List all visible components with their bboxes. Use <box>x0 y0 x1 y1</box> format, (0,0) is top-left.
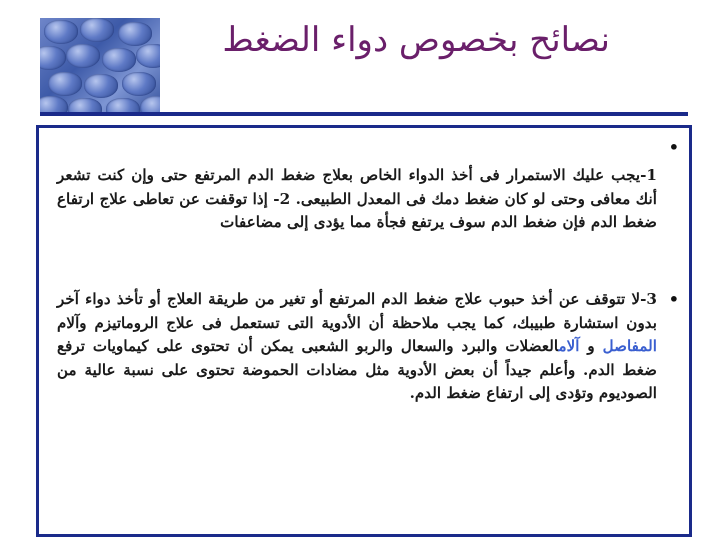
para2-highlight-pains: آلام <box>558 337 580 355</box>
para2-highlight-joints: المفاصل <box>602 337 657 355</box>
bullet-1: • <box>668 138 679 157</box>
pills-image <box>40 18 160 113</box>
page-title: نصائح بخصوص دواء الضغط <box>222 20 610 60</box>
para2-and: و <box>579 337 603 355</box>
para2-text-b: العضلات والبرد والسعال والربو الشعبى يمكن أن تحتوى على كيماويات ترفع ضغط الدم. وأعلم جيداً أن بعض الأدوية مثل مضادات الحموضة تحتوى على نسبة عالية من الصوديوم وتؤدى إلى ارتفاع ضغط الدم. <box>57 337 657 402</box>
advice-paragraph-2 <box>57 288 657 406</box>
bullet-2: • <box>668 290 679 309</box>
content-frame <box>36 125 692 537</box>
advice-paragraph-1: 1-يجب عليك الاستمرار فى أخذ الدواء الخاص بعلاج ضغط الدم المرتفع حتى وإن كنت تشعر أنك معافى وحتى لو كان ضغط دمك فى المعدل الطبيعى. 2- إذا توقفت عن تعاطى علاج ارتفاع ضغط الدم فإن ضغط الدم سوف يرتفع فجأة مما يؤدى إلى مضاعفات <box>57 166 657 231</box>
para2-text-a: 3-لا تتوقف عن أخذ حبوب علاج ضغط الدم المرتفع أو تغير من طريقة العلاج أو تأخذ دواء آخر بدون استشارة طبيبك، كما يجب ملاحظة أن الأدوية التى تستعمل فى علاج الروماتيزم وآلام <box>57 290 657 332</box>
title-divider <box>40 112 688 116</box>
